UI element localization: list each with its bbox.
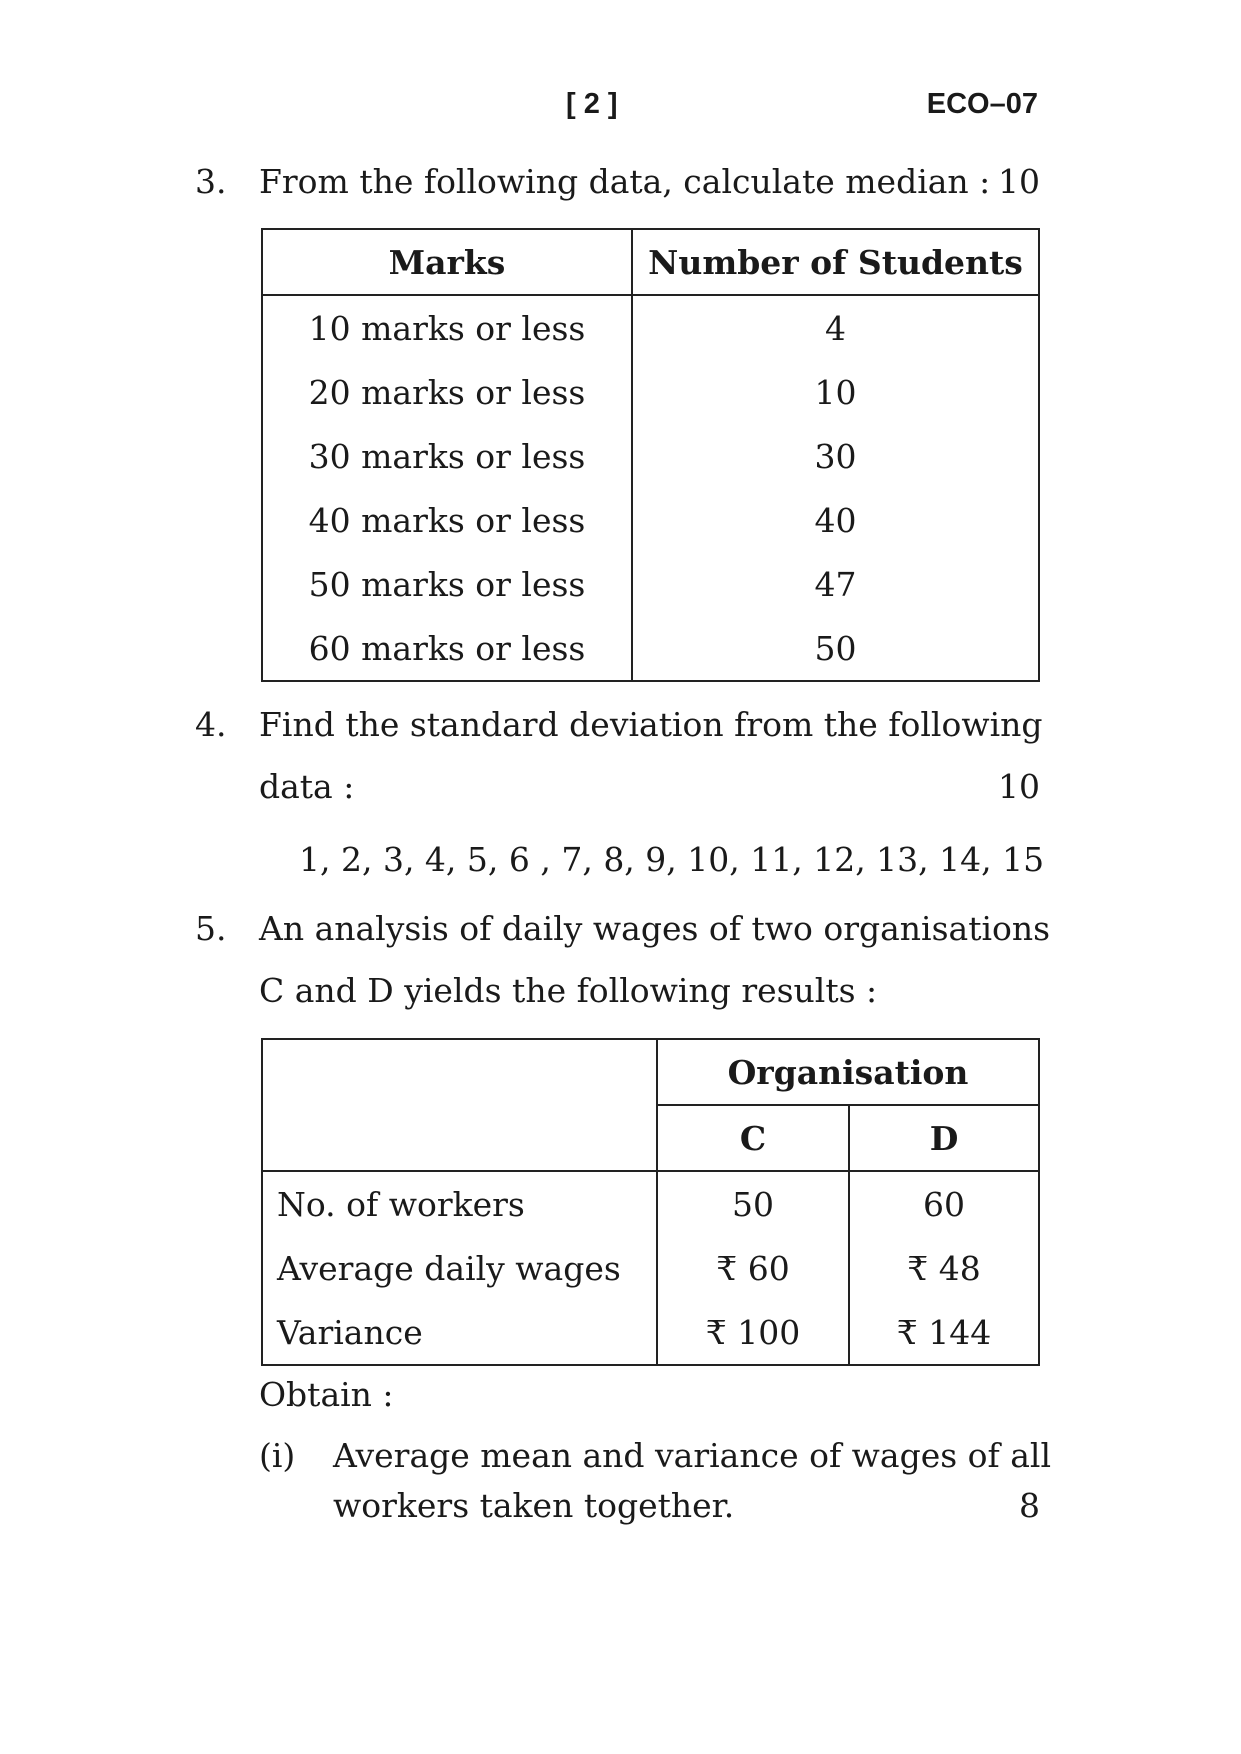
students-header: Number of Students (632, 229, 1039, 295)
q5-number: 5. (195, 909, 227, 948)
students-cell: 47 (632, 552, 1039, 616)
org-c-value: 50 (657, 1171, 849, 1236)
marks-cell: 40 marks or less (262, 488, 632, 552)
table-row (262, 1171, 1039, 1236)
org-c-header: C (657, 1105, 849, 1171)
row-label: Variance (262, 1300, 657, 1365)
marks-cell: 10 marks or less (262, 295, 632, 360)
q5-part-i-line2: workers taken together. (333, 1486, 735, 1525)
table-row (262, 360, 1039, 424)
students-cell: 50 (632, 616, 1039, 681)
students-cell: 30 (632, 424, 1039, 488)
organisation-header: Organisation (657, 1039, 1039, 1105)
marks-cell: 60 marks or less (262, 616, 632, 681)
table-row (262, 424, 1039, 488)
marks-header: Marks (262, 229, 632, 295)
org-d-value: ₹ 48 (849, 1236, 1039, 1300)
paper-code: ECO–07 (926, 88, 1038, 120)
marks-cell: 20 marks or less (262, 360, 632, 424)
students-cell: 40 (632, 488, 1039, 552)
row-label: Average daily wages (262, 1236, 657, 1300)
org-d-value: ₹ 144 (849, 1300, 1039, 1365)
org-d-header: D (849, 1105, 1039, 1171)
q3-text: From the following data, calculate median : (259, 162, 991, 201)
empty-corner-cell (262, 1039, 657, 1171)
row-label: No. of workers (262, 1171, 657, 1236)
q5-part-i-label: (i) (259, 1436, 296, 1475)
org-d-value: 60 (849, 1171, 1039, 1236)
q5-line2: C and D yields the following results : (259, 971, 878, 1010)
table-row (262, 616, 1039, 681)
page-number: [ 2 ] (566, 88, 618, 120)
median-data-table (261, 228, 1040, 682)
q4-marks: 10 (998, 767, 1040, 806)
org-c-value: ₹ 60 (657, 1236, 849, 1300)
q4-number: 4. (195, 705, 227, 744)
marks-cell: 30 marks or less (262, 424, 632, 488)
students-cell: 4 (632, 295, 1039, 360)
table-header-row (262, 1039, 1039, 1105)
wages-table (261, 1038, 1040, 1366)
table-header-row (262, 229, 1039, 295)
table-row (262, 488, 1039, 552)
q5-obtain: Obtain : (259, 1375, 394, 1414)
table-row (262, 552, 1039, 616)
table-row (262, 1236, 1039, 1300)
marks-cell: 50 marks or less (262, 552, 632, 616)
q5-part-i-marks: 8 (1019, 1486, 1040, 1525)
table-row (262, 1300, 1039, 1365)
table-row (262, 295, 1039, 360)
q5-part-i-line1: Average mean and variance of wages of all (333, 1436, 1052, 1475)
q3-marks: 10 (998, 162, 1040, 201)
q4-line2: data : (259, 767, 355, 806)
q4-data-values: 1, 2, 3, 4, 5, 6 , 7, 8, 9, 10, 11, 12, 13, 14, 15 (299, 840, 1045, 879)
org-c-value: ₹ 100 (657, 1300, 849, 1365)
q5-line1: An analysis of daily wages of two organisations (259, 909, 1051, 948)
q3-number: 3. (195, 162, 227, 201)
q4-line1: Find the standard deviation from the following (259, 705, 1043, 744)
students-cell: 10 (632, 360, 1039, 424)
